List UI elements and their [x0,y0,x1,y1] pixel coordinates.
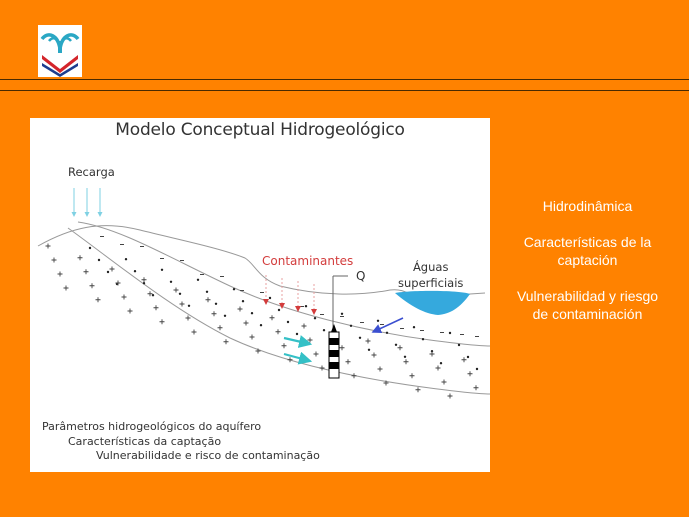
dot-mark [350,325,352,327]
dot-mark [395,344,397,346]
plus-mark [148,291,153,296]
dash-mark [300,306,304,307]
dot-mark [161,269,163,271]
dash-mark [100,236,104,237]
plus-mark [282,343,287,348]
dot-mark [89,247,91,249]
dot-mark [179,293,181,295]
plus-mark [372,353,377,358]
dot-mark [197,279,199,281]
plus-mark [192,330,197,335]
dot-mark [404,356,406,358]
flow-arrow-1 [284,338,310,344]
dash-mark [260,292,264,293]
label-aguas-line1: Águas [412,260,449,274]
fountain-logo-icon [38,25,82,77]
plus-mark [448,394,453,399]
dash-mark [180,260,184,261]
dot-mark [305,305,307,307]
dash-mark [460,334,464,335]
footer-line-3: Vulnerabilidade e risco de contaminação [96,449,320,462]
dot-mark [476,368,478,370]
dot-mark [440,362,442,364]
label-q: Q [356,269,366,283]
dot-mark [359,337,361,339]
plus-mark [442,380,447,385]
surface-water [395,291,470,315]
dot-mark [152,294,154,296]
dot-mark [188,305,190,307]
dot-mark [242,300,244,302]
plus-mark [436,366,441,371]
dot-mark [125,258,127,260]
header-rule-bottom [0,90,689,91]
dot-mark [215,303,217,305]
dash-mark [400,328,404,329]
dot-mark [278,309,280,311]
dot-mark [422,338,424,340]
dot-mark [341,313,343,315]
dash-mark [420,330,424,331]
dot-mark [449,332,451,334]
dash-mark [320,314,324,315]
figure-title: Modelo Conceptual Hidrogeológico [115,120,405,140]
dash-mark [380,324,384,325]
plus-mark [186,316,191,321]
plus-mark [64,286,69,291]
plus-mark [238,307,243,312]
dot-mark [134,270,136,272]
conceptual-model-figure [30,118,490,472]
plus-mark [340,345,345,350]
plus-mark [276,329,281,334]
plus-mark [58,272,63,277]
dot-mark [467,356,469,358]
well-icon [329,276,348,378]
dot-mark [413,326,415,328]
plus-mark [160,319,165,324]
dash-mark [240,290,244,291]
dash-mark [360,322,364,323]
dot-mark [170,281,172,283]
dash-mark [120,244,124,245]
dash-mark [200,274,204,275]
plus-mark [78,255,83,260]
plus-mark [110,267,115,272]
plus-mark [462,357,467,362]
dot-mark [260,324,262,326]
plus-mark [378,367,383,372]
plus-mark [314,352,319,357]
plus-mark [90,283,95,288]
plus-mark [430,352,435,357]
dot-mark [107,271,109,273]
plus-mark [212,311,217,316]
dot-mark [314,317,316,319]
dot-mark [251,312,253,314]
dot-mark [98,259,100,261]
dot-mark [143,282,145,284]
plus-mark [250,335,255,340]
side-text-hidrodinamica: Hidrodinâmica [542,198,633,214]
dot-mark [206,291,208,293]
dot-mark [233,288,235,290]
plus-mark [404,359,409,364]
header-rule-top [0,79,689,80]
side-text-vulnerabilidad: Vulnerabilidad y riesgo de contaminación [516,288,659,322]
dot-mark [368,349,370,351]
plus-mark [288,357,293,362]
footer-line-1: Parâmetros hidrogeológicos do aquífero [42,420,262,433]
plus-mark [154,305,159,310]
plus-mark [96,297,101,302]
label-aguas-line2: superficiais [398,276,464,290]
plus-mark [410,373,415,378]
plus-mark [206,297,211,302]
dash-mark [220,276,224,277]
plus-mark [244,321,249,326]
plus-mark [218,325,223,330]
footer-line-2: Características da captação [68,434,222,448]
dot-mark [377,320,379,322]
figure-footer [42,420,320,464]
plus-mark [416,387,421,392]
dot-mark [296,333,298,335]
dot-mark [323,329,325,331]
plus-mark [270,315,275,320]
dash-mark [440,332,444,333]
plus-mark [398,345,403,350]
plus-mark [308,338,313,343]
label-contaminantes: Contaminantes [262,254,354,268]
plus-mark [142,277,147,282]
dash-mark [340,316,344,317]
dot-mark [458,344,460,346]
dot-mark [269,297,271,299]
label-recarga: Recarga [68,165,115,179]
plus-mark [122,295,127,300]
plus-mark [180,302,185,307]
plus-mark [46,244,51,249]
plus-mark [366,339,371,344]
plus-mark [52,258,57,263]
dash-mark [475,336,479,337]
plus-mark [468,371,473,376]
plus-mark [84,269,89,274]
plus-mark [352,373,357,378]
plus-mark [128,309,133,314]
dash-mark [140,246,144,247]
dash-mark [280,304,284,305]
plus-mark [346,359,351,364]
plus-mark [224,339,229,344]
dot-mark [386,332,388,334]
dot-mark [287,321,289,323]
plus-mark [474,385,479,390]
plus-mark [174,288,179,293]
dot-mark [224,315,226,317]
dash-mark [160,258,164,259]
plus-mark [302,324,307,329]
side-text-captacion: Características de la captación [523,234,652,268]
side-text [515,197,660,341]
plus-mark [320,366,325,371]
label-aguas-superficiais [398,259,463,291]
